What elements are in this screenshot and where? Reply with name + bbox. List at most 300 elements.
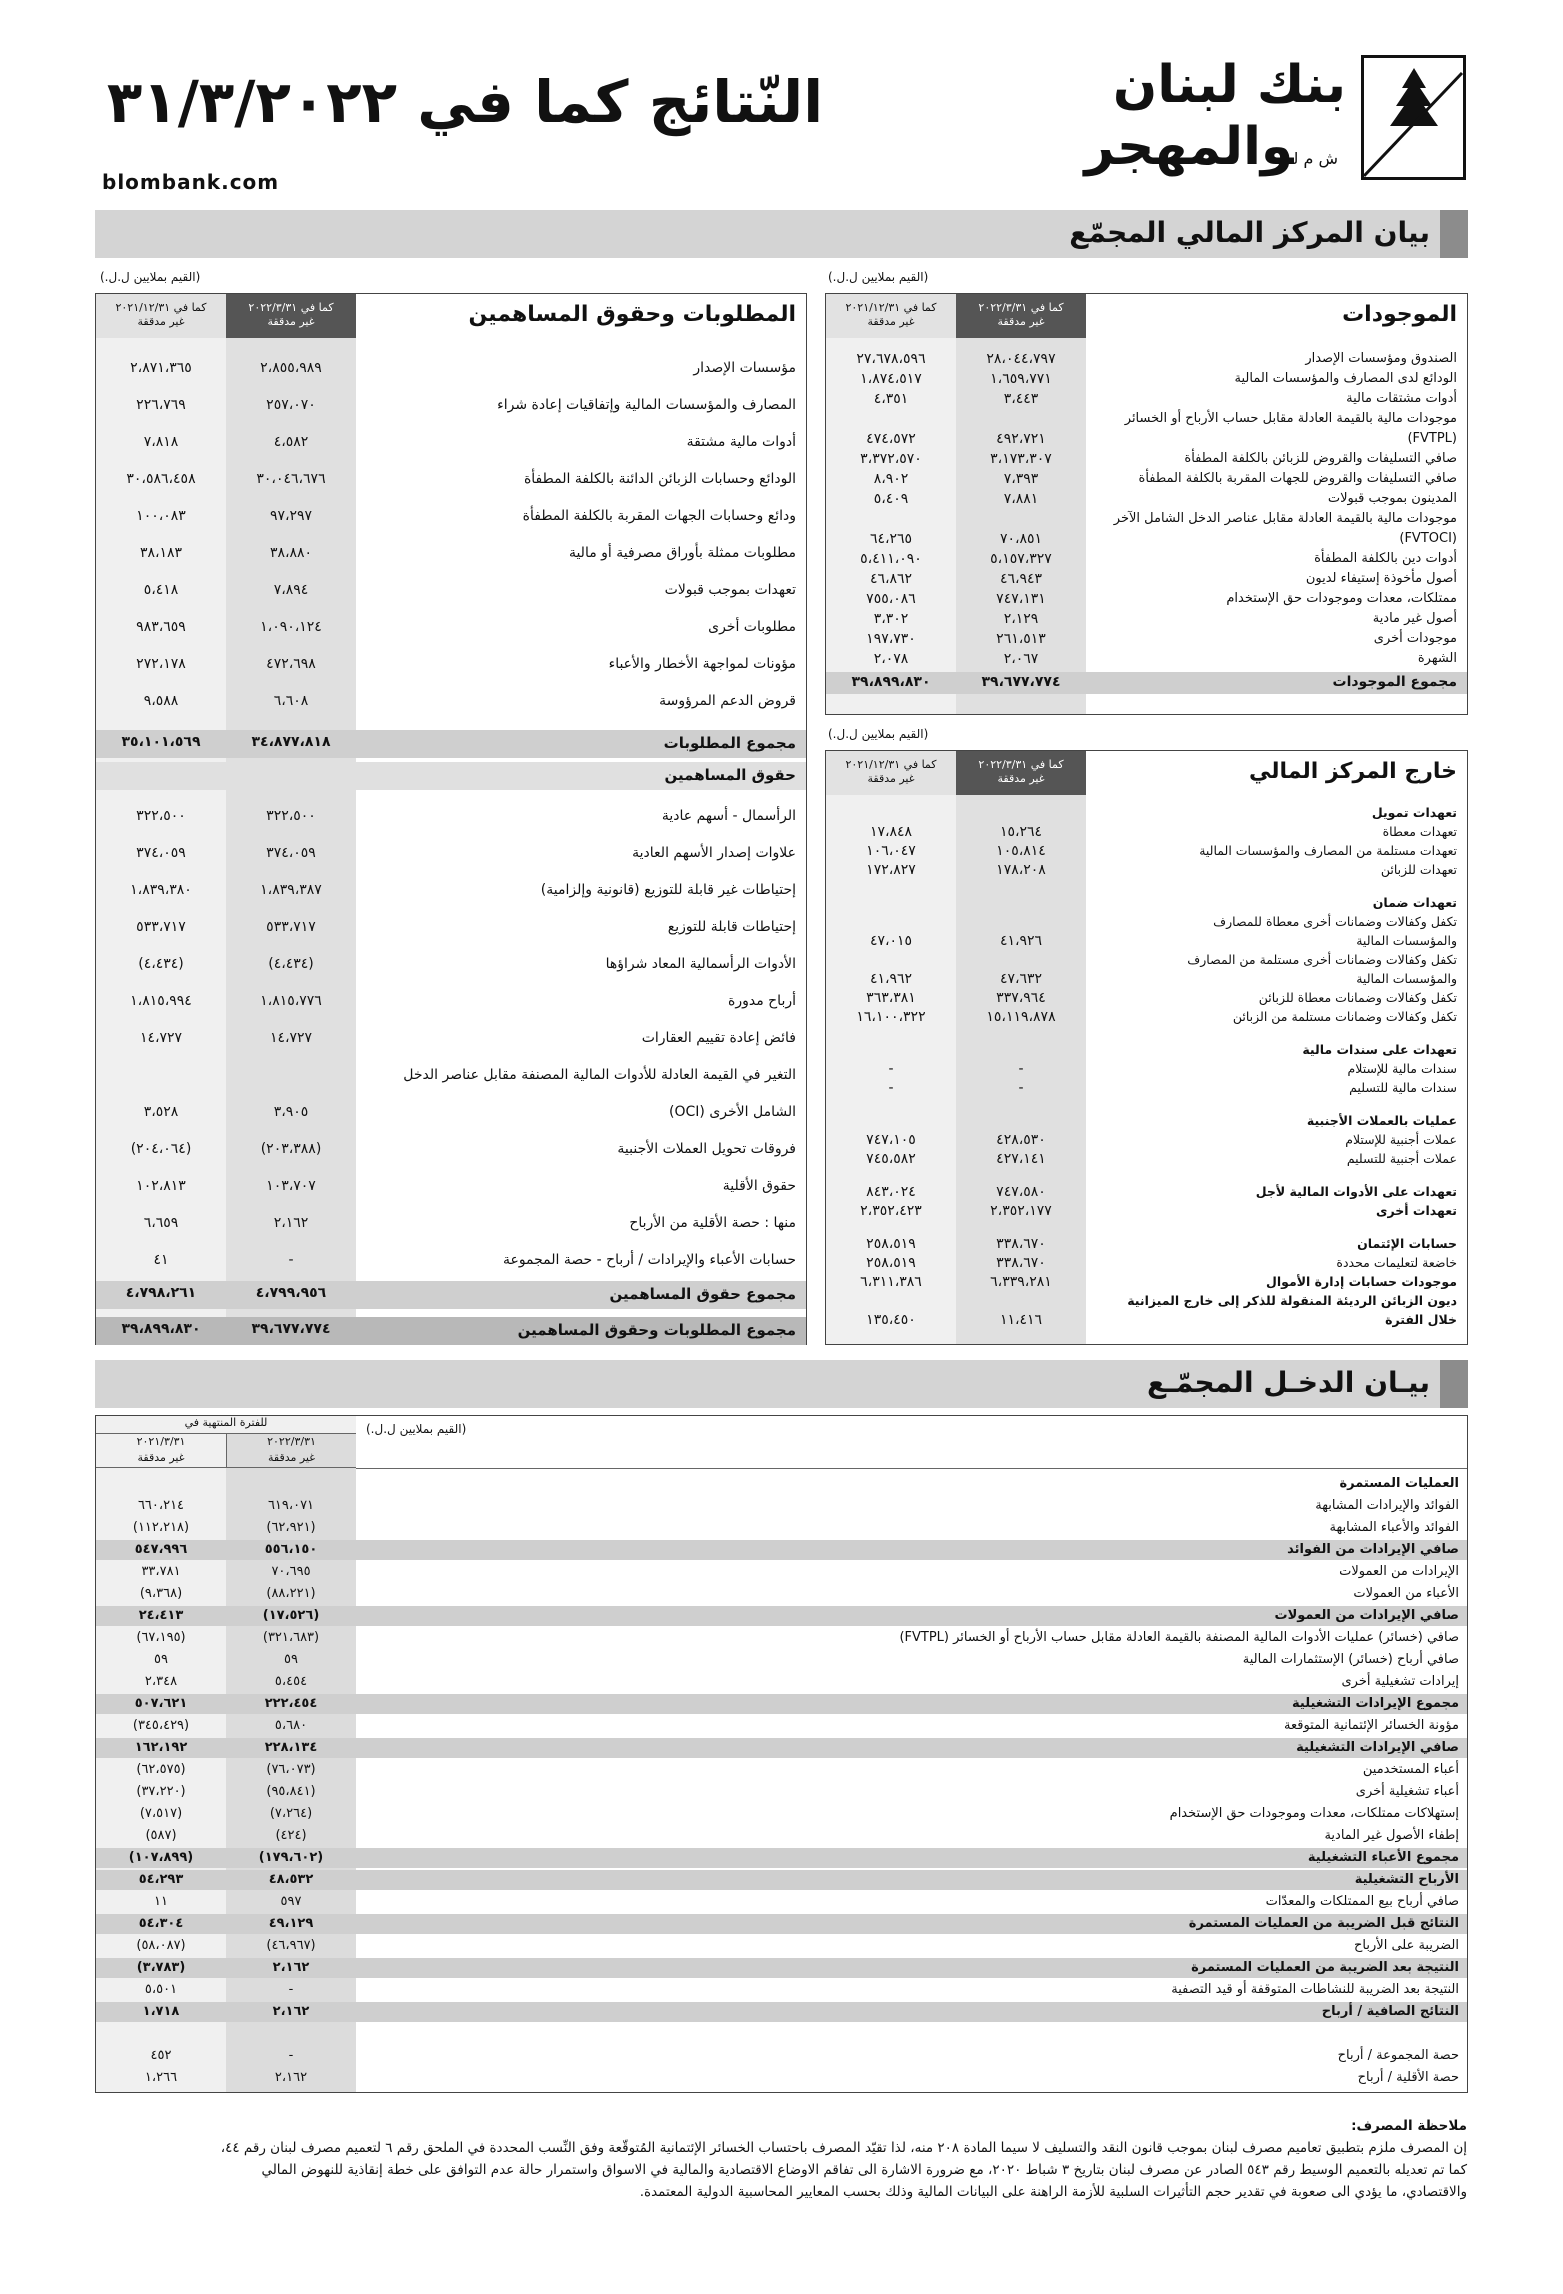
- row-value-current: -: [1018, 1080, 1024, 1096]
- row-value-current: ١٠٥،٨١٤: [996, 843, 1046, 859]
- income-row-label: العمليات المستمرة: [1339, 1476, 1459, 1491]
- table-row: [826, 610, 1467, 630]
- income-row: [96, 1562, 1467, 1582]
- income-row-value-current: ٢٢٨،١٣٤: [264, 1740, 318, 1755]
- row-value-current: (٢٠٣،٣٨٨): [260, 1141, 322, 1157]
- income-units-label: (القيم بملايين ل.ل.): [366, 1422, 467, 1436]
- income-row-value-previous: (٧،٥١٧): [139, 1806, 183, 1821]
- row-value-current: -: [288, 1252, 294, 1268]
- row-value-previous: ٥،٤١١،٠٩٠: [860, 551, 922, 567]
- income-row-label: إستهلاكات ممتلكات، معدات وموجودات حق الإستخدام: [1169, 1806, 1459, 1821]
- table-row: [826, 530, 1467, 550]
- income-row-value-current: ٢٢٢،٤٥٤: [264, 1696, 318, 1711]
- row-value-current: ٣٣٧،٩٦٤: [996, 990, 1046, 1006]
- row-value-previous: ٩،٥٨٨: [143, 693, 179, 709]
- row-label: الرأسمال - أسهم عادية: [661, 808, 796, 824]
- row-label: تعهدات معطاة: [1382, 824, 1457, 839]
- income-row: [96, 2046, 1467, 2066]
- row-value-previous: ٨،٩٠٢: [873, 471, 909, 487]
- income-row-value-previous: ١١: [154, 1894, 168, 1909]
- table-row: [826, 470, 1467, 490]
- income-row-value-current: ٤٨،٥٣٢: [268, 1872, 314, 1887]
- income-row: [96, 1628, 1467, 1648]
- row-label: الشامل الأخرى (OCI): [669, 1104, 796, 1120]
- row-value-current: ٤١،٩٢٦: [999, 933, 1043, 949]
- table-row: [826, 390, 1467, 410]
- row-value-previous: ٤٧،٠١٥: [869, 933, 913, 949]
- row-value-current: ١٥،٢٦٤: [999, 824, 1043, 840]
- row-value-current: ٢،٠٦٧: [1003, 651, 1039, 667]
- table-row: [96, 1022, 806, 1059]
- income-row-label: النتيجة بعد الضريبة من العمليات المستمرة: [1191, 1960, 1459, 1975]
- row-value-previous: ٤١: [153, 1252, 169, 1268]
- banner-tab: [1440, 210, 1468, 258]
- income-row: [96, 1892, 1467, 1912]
- row-value-previous: ٢٥٨،٥١٩: [866, 1255, 916, 1271]
- row-value-previous: ٢،٨٧١،٣٦٥: [130, 360, 192, 376]
- row-value-current: -: [1018, 1061, 1024, 1077]
- row-label: ديون الزبائن الرديئة المنقولة للذكر إلى خارج الميزانية: [1127, 1293, 1457, 1308]
- cedar-logo-icon: [1361, 55, 1466, 180]
- bank-notes: [95, 2115, 1467, 2203]
- row-value-current: ٤٢٨،٥٣٠: [996, 1132, 1046, 1148]
- row-label: أدوات مالية مشتقة: [686, 434, 796, 450]
- row-value-previous: ٤،٣٥١: [873, 391, 909, 407]
- row-value-previous: ٣٧٤،٠٥٩: [136, 845, 186, 861]
- income-row-value-current: (٤٢٤): [275, 1828, 307, 1843]
- row-label: فروقات تحويل العملات الأجنبية: [617, 1141, 796, 1157]
- row-label: تعهدات على الأدوات المالية لأجل: [1255, 1184, 1457, 1199]
- income-row: [96, 1914, 1467, 1934]
- row-value-previous: ٥،٤١٨: [143, 582, 179, 598]
- income-row: [96, 1496, 1467, 1516]
- row-value-previous: ١٠٠،٠٨٣: [136, 508, 186, 524]
- row-label: تعهدات على سندات مالية: [1302, 1042, 1457, 1057]
- logo-text-line2-main: والمهجر: [1084, 117, 1294, 177]
- income-row-label: صافي الإيرادات من الفوائد: [1287, 1542, 1459, 1557]
- row-value-current: ٦،٦٠٨: [273, 693, 309, 709]
- table-row: [826, 1255, 1467, 1274]
- income-row-value-previous: (٩،٣٦٨): [139, 1586, 183, 1601]
- row-value-current: ٧،٨٩٤: [273, 582, 309, 598]
- table-row: [826, 350, 1467, 370]
- assets-panel: [825, 293, 1468, 715]
- income-col-prev-sub: غير مدققة: [137, 1451, 185, 1464]
- table-row: [826, 1009, 1467, 1028]
- row-value-previous: ١،٨١٥،٩٩٤: [130, 993, 192, 1009]
- row-label: مطلوبات أخرى: [708, 619, 796, 635]
- row-value-previous: ٤١،٩٦٢: [869, 971, 913, 987]
- row-value-previous: ٣،٣٧٢،٥٧٠: [860, 451, 922, 467]
- col-header-prev: [96, 294, 226, 338]
- row-value-current: ٤٢٧،١٤١: [996, 1151, 1046, 1167]
- income-row-value-previous: (١١٢،٢١٨): [132, 1520, 190, 1535]
- row-label: ممتلكات، معدات وموجودات حق الإستخدام: [1226, 591, 1457, 606]
- row-label: سندات مالية للتسليم: [1349, 1080, 1457, 1095]
- income-panel: [95, 1415, 1468, 2093]
- table-row: [826, 971, 1467, 990]
- income-banner: [95, 1360, 1468, 1408]
- income-row-value-previous: (٦٢،٥٧٥): [136, 1762, 186, 1777]
- income-row-label: الإيرادات من العمولات: [1339, 1564, 1459, 1579]
- row-value-current: ١٠٣،٧٠٧: [266, 1178, 316, 1194]
- table-row: [826, 1312, 1467, 1331]
- row-value-previous: ٤،٧٩٨،٢٦١: [125, 1285, 197, 1301]
- row-value-current: ٧،٨٨١: [1003, 491, 1039, 507]
- logo-text-line1: بنك لبنان: [1112, 55, 1346, 115]
- income-row-label: إطفاء الأصول غير المادية: [1324, 1828, 1459, 1843]
- row-value-previous: ٧٤٥،٥٨٢: [866, 1151, 916, 1167]
- income-row-value-previous: ٤٥٢: [150, 2048, 172, 2063]
- income-row-value-previous: ١،٢٦٦: [144, 2070, 178, 2085]
- table-row: [96, 574, 806, 611]
- table-row: [826, 1061, 1467, 1080]
- row-value-current: ٣٣٨،٦٧٠: [996, 1255, 1046, 1271]
- row-label: تعهدات مستلمة من المصارف والمؤسسات المالية: [1199, 843, 1457, 858]
- headline: النّتائج كما في ٣١/٣/٢٠٢٢: [106, 68, 824, 136]
- income-row-label: حصة المجموعة / أرباح: [1337, 2048, 1459, 2063]
- col-header-prev-date: كما في ٢٠٢١/١٢/٣١: [845, 758, 937, 771]
- table-row: [826, 1184, 1467, 1203]
- income-row-label: الفوائد والإيرادات المشابهة: [1315, 1498, 1459, 1513]
- row-value-previous: (٢٠٤،٠٦٤): [130, 1141, 192, 1157]
- income-row-value-current: (٨٨،٢٢١): [266, 1586, 316, 1601]
- row-value-previous: ٥،٤٠٩: [873, 491, 909, 507]
- income-row: [96, 1518, 1467, 1538]
- row-label: (FVTOCI): [1399, 531, 1457, 546]
- row-value-previous: ١،٨٧٤،٥١٧: [860, 371, 922, 387]
- income-row-value-previous: ٥،٥٠١: [144, 1982, 178, 1997]
- income-row-label: مؤونة الخسائر الإئتمانية المتوقعة: [1284, 1718, 1459, 1733]
- table-row: [826, 1028, 1467, 1042]
- row-label: صافي التسليفات والقروض للجهات المقربة بالكلفة المطفأة: [1138, 471, 1457, 486]
- row-value-current: ١١،٤١٦: [999, 1312, 1043, 1328]
- row-label: المصارف والمؤسسات المالية وإتفاقيات إعادة شراء: [497, 397, 796, 413]
- table-row: [826, 590, 1467, 610]
- row-value-current: ٣٢٢،٥٠٠: [266, 808, 316, 824]
- row-value-current: ٩٧،٢٩٧: [269, 508, 313, 524]
- income-row-label: النتائج الصافية / أرباح: [1321, 2004, 1459, 2019]
- equity-section-header: [96, 762, 806, 790]
- row-value-current: ٤٧،٦٣٢: [999, 971, 1043, 987]
- row-value-previous: ٣٠،٥٨٦،٤٥٨: [126, 471, 196, 487]
- bank-logo: [1066, 55, 1466, 195]
- row-value-current: ٢٦١،٥١٣: [996, 631, 1046, 647]
- logo-text-line2: [1085, 117, 1346, 177]
- income-row-value-current: ٥٥٦،١٥٠: [264, 1542, 318, 1557]
- income-row-value-previous: (٣،٧٨٣): [136, 1960, 186, 1975]
- income-row-value-previous: ٥٠٧،٦٢١: [134, 1696, 188, 1711]
- col-header-current-date: كما في ٢٠٢٢/٣/٣١: [248, 301, 334, 314]
- row-value-previous: ١٧،٨٤٨: [869, 824, 913, 840]
- income-row: [96, 1540, 1467, 1560]
- balance-sheet-banner: [95, 210, 1468, 258]
- row-value-current: ١،٠٩٠،١٢٤: [260, 619, 322, 635]
- row-label: الصندوق ومؤسسات الإصدار: [1305, 351, 1457, 366]
- liab-title: المطلوبات وحقوق المساهمين: [468, 302, 796, 327]
- row-label: تعهدات تمويل: [1371, 805, 1457, 820]
- row-label: مجموع حقوق المساهمين: [609, 1285, 796, 1303]
- income-row-value-current: (٧٦،٠٧٣): [266, 1762, 316, 1777]
- row-label: مؤسسات الإصدار: [693, 360, 796, 376]
- row-label: إحتياطات غير قابلة للتوزيع (قانونية وإلزامية): [540, 882, 796, 898]
- assets-header: [826, 294, 1467, 338]
- row-value-current: ٤٩٢،٧٢١: [996, 431, 1046, 447]
- income-col-prev: [96, 1434, 226, 1468]
- income-row-label: مجموع الأعباء التشغيلية: [1307, 1850, 1459, 1865]
- table-row: [96, 948, 806, 985]
- off-balance-sheet-panel: [825, 750, 1468, 1345]
- row-value-previous: ٢،٣٥٢،٤٢٣: [860, 1203, 922, 1219]
- row-value-current: ٤،٥٨٢: [273, 434, 309, 450]
- income-row-value-current: -: [288, 2048, 294, 2063]
- income-row-value-previous: ٥٤،٢٩٣: [138, 1872, 184, 1887]
- row-label: والمؤسسات المالية: [1356, 933, 1457, 948]
- table-row: [826, 843, 1467, 862]
- income-row-label: صافي الإيرادات من العمولات: [1274, 1608, 1459, 1623]
- income-row: [96, 1694, 1467, 1714]
- table-row: [96, 911, 806, 948]
- income-row-label: النتيجة بعد الضريبة للنشاطات المتوقفة أو قيد التصفية: [1171, 1982, 1459, 1997]
- income-row-label: صافي أرباح (خسائر) الإستثمارات المالية: [1242, 1652, 1459, 1667]
- income-row: [96, 1738, 1467, 1758]
- income-row-label: أعباء تشغيلية أخرى: [1355, 1784, 1459, 1799]
- table-row: [826, 450, 1467, 470]
- row-label: مطلوبات ممثلة بأوراق مصرفية أو مالية: [568, 545, 796, 561]
- row-label: تعهدات أخرى: [1376, 1203, 1457, 1218]
- row-label: إحتياطات قابلة للتوزيع: [667, 919, 796, 935]
- table-row: [96, 426, 806, 463]
- table-row: [96, 463, 806, 500]
- income-row: [96, 1760, 1467, 1780]
- units-label-offbs: (القيم بملايين ل.ل.): [828, 727, 929, 741]
- row-value-current: ٤٦،٩٤٣: [999, 571, 1043, 587]
- income-row-value-previous: (٣٧،٢٢٠): [136, 1784, 186, 1799]
- income-row: [96, 2002, 1467, 2022]
- income-row: [96, 1826, 1467, 1846]
- row-value-previous: ٤٦،٨٦٢: [869, 571, 913, 587]
- table-row: [826, 490, 1467, 510]
- income-row-label: الضريبة على الأرباح: [1354, 1938, 1459, 1953]
- assets-total-row: [826, 672, 1467, 694]
- row-label: الودائع وحسابات الزبائن الدائنة بالكلفة المطفأة: [523, 471, 796, 487]
- row-value-current: ٦،٣٣٩،٢٨١: [990, 1274, 1052, 1290]
- income-row-label: الأعباء من العمولات: [1353, 1586, 1459, 1601]
- income-row: [96, 1716, 1467, 1736]
- row-value-current: ٤،٧٩٩،٩٥٦: [255, 1285, 327, 1301]
- income-row: [96, 1958, 1467, 1978]
- row-value-previous: ٣،٣٠٢: [873, 611, 909, 627]
- income-row-value-previous: (٥٨،٠٨٧): [136, 1938, 186, 1953]
- table-row: [826, 630, 1467, 650]
- income-row-value-current: (٤٦،٩٦٧): [266, 1938, 316, 1953]
- row-value-previous: ٩٨٣،٦٥٩: [136, 619, 186, 635]
- col-header-prev: [826, 294, 956, 338]
- table-row: [826, 824, 1467, 843]
- row-value-previous: ٣٢٢،٥٠٠: [136, 808, 186, 824]
- notes-title: ملاحظة المصرف:: [1351, 2118, 1467, 2134]
- row-value-current: ٣٩،٦٧٧،٧٧٤: [981, 674, 1061, 690]
- col-header-current-sub: غير مدققة: [997, 315, 1045, 328]
- row-value-previous: ٣٩،٨٩٩،٨٣٠: [851, 674, 931, 690]
- row-value-previous: -: [888, 1080, 894, 1096]
- row-label: مجموع الموجودات: [1332, 674, 1457, 690]
- table-row: [826, 410, 1467, 430]
- col-header-prev-sub: غير مدققة: [137, 315, 185, 328]
- income-row-label: صافي (خسائر) عمليات الأدوات المالية المصنفة بالقيمة العادلة مقابل حساب الأرباح أو الخسائر (FVTPL): [899, 1630, 1459, 1645]
- row-value-current: ٣٠،٠٤٦،٦٧٦: [256, 471, 326, 487]
- row-label: مجموع المطلوبات وحقوق المساهمين: [517, 1321, 796, 1339]
- income-row-value-previous: ٥٤،٣٠٤: [138, 1916, 184, 1931]
- row-value-current: ١،٨٣٩،٣٨٧: [260, 882, 322, 898]
- row-label: حسابات الإئتمان: [1357, 1236, 1457, 1251]
- row-label: أرباح مدورة: [727, 993, 796, 1009]
- row-value-previous: ٢٧٢،١٧٨: [136, 656, 186, 672]
- row-label: تكفل وكفالات وضمانات أخرى مستلمة من المصارف: [1187, 952, 1457, 967]
- table-row: [826, 370, 1467, 390]
- income-row: [96, 1848, 1467, 1868]
- row-value-current: ٧٤٧،٥٨٠: [996, 1184, 1046, 1200]
- income-row-value-current: -: [288, 1982, 294, 1997]
- income-row: [96, 1650, 1467, 1670]
- row-value-previous: ٦،٣١١،٣٨٦: [860, 1274, 922, 1290]
- liabilities-total-row: [96, 730, 806, 758]
- col-header-prev-sub: غير مدققة: [867, 772, 915, 785]
- table-row: [826, 650, 1467, 670]
- income-row-label: الفوائد والأعباء المشابهة: [1329, 1520, 1459, 1535]
- units-label-liab: (القيم بملايين ل.ل.): [100, 270, 201, 284]
- table-row: [826, 1080, 1467, 1099]
- table-row: [96, 611, 806, 648]
- row-value-previous: ٦،٦٥٩: [143, 1215, 179, 1231]
- col-header-prev-sub: غير مدققة: [867, 315, 915, 328]
- income-row-value-previous: ٥٤٧،٩٩٦: [134, 1542, 188, 1557]
- row-value-current: ١٧٨،٢٠٨: [996, 862, 1046, 878]
- row-label: قروض الدعم المرؤوسة: [659, 693, 796, 709]
- row-value-previous: ٢٧،٦٧٨،٥٩٦: [856, 351, 926, 367]
- row-value-previous: ٣٦٣،٣٨١: [866, 990, 916, 1006]
- col-header-prev-date: كما في ٢٠٢١/١٢/٣١: [115, 301, 207, 314]
- income-row-value-current: ٥٩: [284, 1652, 298, 1667]
- income-row-value-previous: ٢٤،٤١٣: [138, 1608, 184, 1623]
- table-row: [96, 800, 806, 837]
- row-value-previous: ١٤،٧٢٧: [139, 1030, 183, 1046]
- income-row-value-current: ٢،١٦٢: [272, 1960, 310, 1975]
- table-row: [826, 550, 1467, 570]
- table-row: [826, 1274, 1467, 1293]
- row-value-previous: ١،٨٣٩،٣٨٠: [130, 882, 192, 898]
- table-row: [96, 352, 806, 389]
- income-col-current-sub: غير مدققة: [267, 1451, 316, 1464]
- table-row: [826, 862, 1467, 881]
- units-label-assets: (القيم بملايين ل.ل.): [828, 270, 929, 284]
- row-value-current: (٤،٤٣٤): [268, 956, 314, 972]
- income-col-current-date: ٢٠٢٢/٣/٣١: [267, 1435, 316, 1448]
- income-row: [96, 1804, 1467, 1824]
- income-title: بيـان الدخـل المجمّـع: [1147, 1366, 1430, 1399]
- col-header-prev-date: كما في ٢٠٢١/١٢/٣١: [845, 301, 937, 314]
- table-row: [96, 648, 806, 685]
- table-row: [826, 805, 1467, 824]
- table-row: [826, 510, 1467, 530]
- grand-total-row: [96, 1317, 806, 1345]
- table-row: [826, 895, 1467, 914]
- row-label: (FVTPL): [1407, 431, 1457, 446]
- row-value-previous: ٨٤٣،٠٢٤: [866, 1184, 916, 1200]
- row-label: تعهدات بموجب قبولات: [664, 582, 796, 598]
- income-divider: [356, 1468, 1467, 1469]
- liab-header: [96, 294, 806, 338]
- col-header-current: [956, 751, 1086, 795]
- row-value-current: ٧٤٧،١٣١: [996, 591, 1046, 607]
- offbs-title: خارج المركز المالي: [1248, 759, 1457, 784]
- row-value-previous: (٤،٤٣٤): [138, 956, 184, 972]
- table-row: [826, 1151, 1467, 1170]
- row-label: علاوات إصدار الأسهم العادية: [632, 845, 796, 861]
- income-row: [96, 1584, 1467, 1604]
- income-row-value-current: ٢،١٦٢: [272, 2004, 310, 2019]
- row-label: خلال الفترة: [1385, 1312, 1457, 1327]
- row-value-previous: ٢٢٦،٧٦٩: [136, 397, 186, 413]
- income-row-value-previous: ١،٧١٨: [142, 2004, 180, 2019]
- income-row-value-current: (٦٢،٩٢١): [266, 1520, 316, 1535]
- table-row: [96, 837, 806, 874]
- income-row-label: مجموع الإيرادات التشغيلية: [1292, 1696, 1459, 1711]
- row-value-current: ٣٣٨،٦٧٠: [996, 1236, 1046, 1252]
- row-value-current: ١٥،١١٩،٨٧٨: [986, 1009, 1056, 1025]
- row-label: تكفل وكفالات وضمانات مستلمة من الزبائن: [1232, 1009, 1457, 1024]
- income-row-value-previous: (١٠٧،٨٩٩): [128, 1850, 194, 1865]
- row-value-current: ٣٧٤،٠٥٩: [266, 845, 316, 861]
- row-label: المدينون بموجب قبولات: [1327, 491, 1457, 506]
- income-row-value-previous: ٦٦٠،٢١٤: [137, 1498, 185, 1513]
- row-value-previous: ٦٤،٢٦٥: [869, 531, 913, 547]
- table-row: [96, 389, 806, 426]
- website-link[interactable]: blombank.com: [102, 170, 280, 194]
- table-row: [96, 874, 806, 911]
- row-label: موجودات مالية بالقيمة العادلة مقابل عناصر الدخل الشامل الآخر: [1113, 511, 1457, 526]
- row-label: موجودات مالية بالقيمة العادلة مقابل حساب الأرباح أو الخسائر: [1124, 411, 1457, 426]
- row-value-current: ٣٨،٨٨٠: [269, 545, 313, 561]
- row-label: تكفل وكفالات وضمانات أخرى معطاة للمصارف: [1213, 914, 1457, 929]
- row-label: منها : حصة الأقلية من الأرباح: [629, 1215, 796, 1231]
- income-row: [96, 1782, 1467, 1802]
- row-label: تعهدات ضمان: [1372, 895, 1457, 910]
- income-col-prev-date: ٢٠٢١/٣/٣١: [136, 1435, 186, 1448]
- notes-line-1: إن المصرف ملزم بتطبيق تعاميم مصرف لبنان بموجب قانون النقد والتسليف لا سيما المادة ٢٠٨ منه، لذا تقيّد المصرف باحتساب الخسائر الإئتمانية المُتوقّعة وفق النِّسب المحددة في الملحق رقم ٦ لتعميم مصرف لبنان رقم ٤٤،: [220, 2140, 1467, 2156]
- table-row: [826, 570, 1467, 590]
- row-label: أصول مأخوذة إستيفاء لديون: [1305, 571, 1457, 586]
- income-row-label: النتائج قبل الضريبة من العمليات المستمرة: [1188, 1916, 1459, 1931]
- income-row: [96, 1672, 1467, 1692]
- table-row: [826, 1222, 1467, 1236]
- row-value-current: ٤٧٢،٦٩٨: [266, 656, 316, 672]
- offbs-header: [826, 751, 1467, 795]
- table-row: [826, 914, 1467, 933]
- income-row-value-current: (١٧٩،٦٠٢): [258, 1850, 324, 1865]
- row-label: أدوات مشتقات مالية: [1346, 391, 1457, 406]
- row-label: التغير في القيمة العادلة للأدوات المالية المصنفة مقابل عناصر الدخل: [403, 1067, 796, 1083]
- row-value-previous: ٧،٨١٨: [143, 434, 179, 450]
- table-row: [96, 985, 806, 1022]
- row-value-current: ٧٠،٨٥١: [999, 531, 1043, 547]
- row-label: صافي التسليفات والقروض للزبائن بالكلفة المطفأة: [1184, 451, 1457, 466]
- table-row: [826, 990, 1467, 1009]
- row-value-previous: ١٦،١٠٠،٣٢٢: [856, 1009, 926, 1025]
- row-value-previous: ٧٤٧،١٠٥: [866, 1132, 916, 1148]
- col-header-current-date: كما في ٢٠٢٢/٣/٣١: [978, 301, 1064, 314]
- income-row-value-previous: (٥٨٧): [145, 1828, 177, 1843]
